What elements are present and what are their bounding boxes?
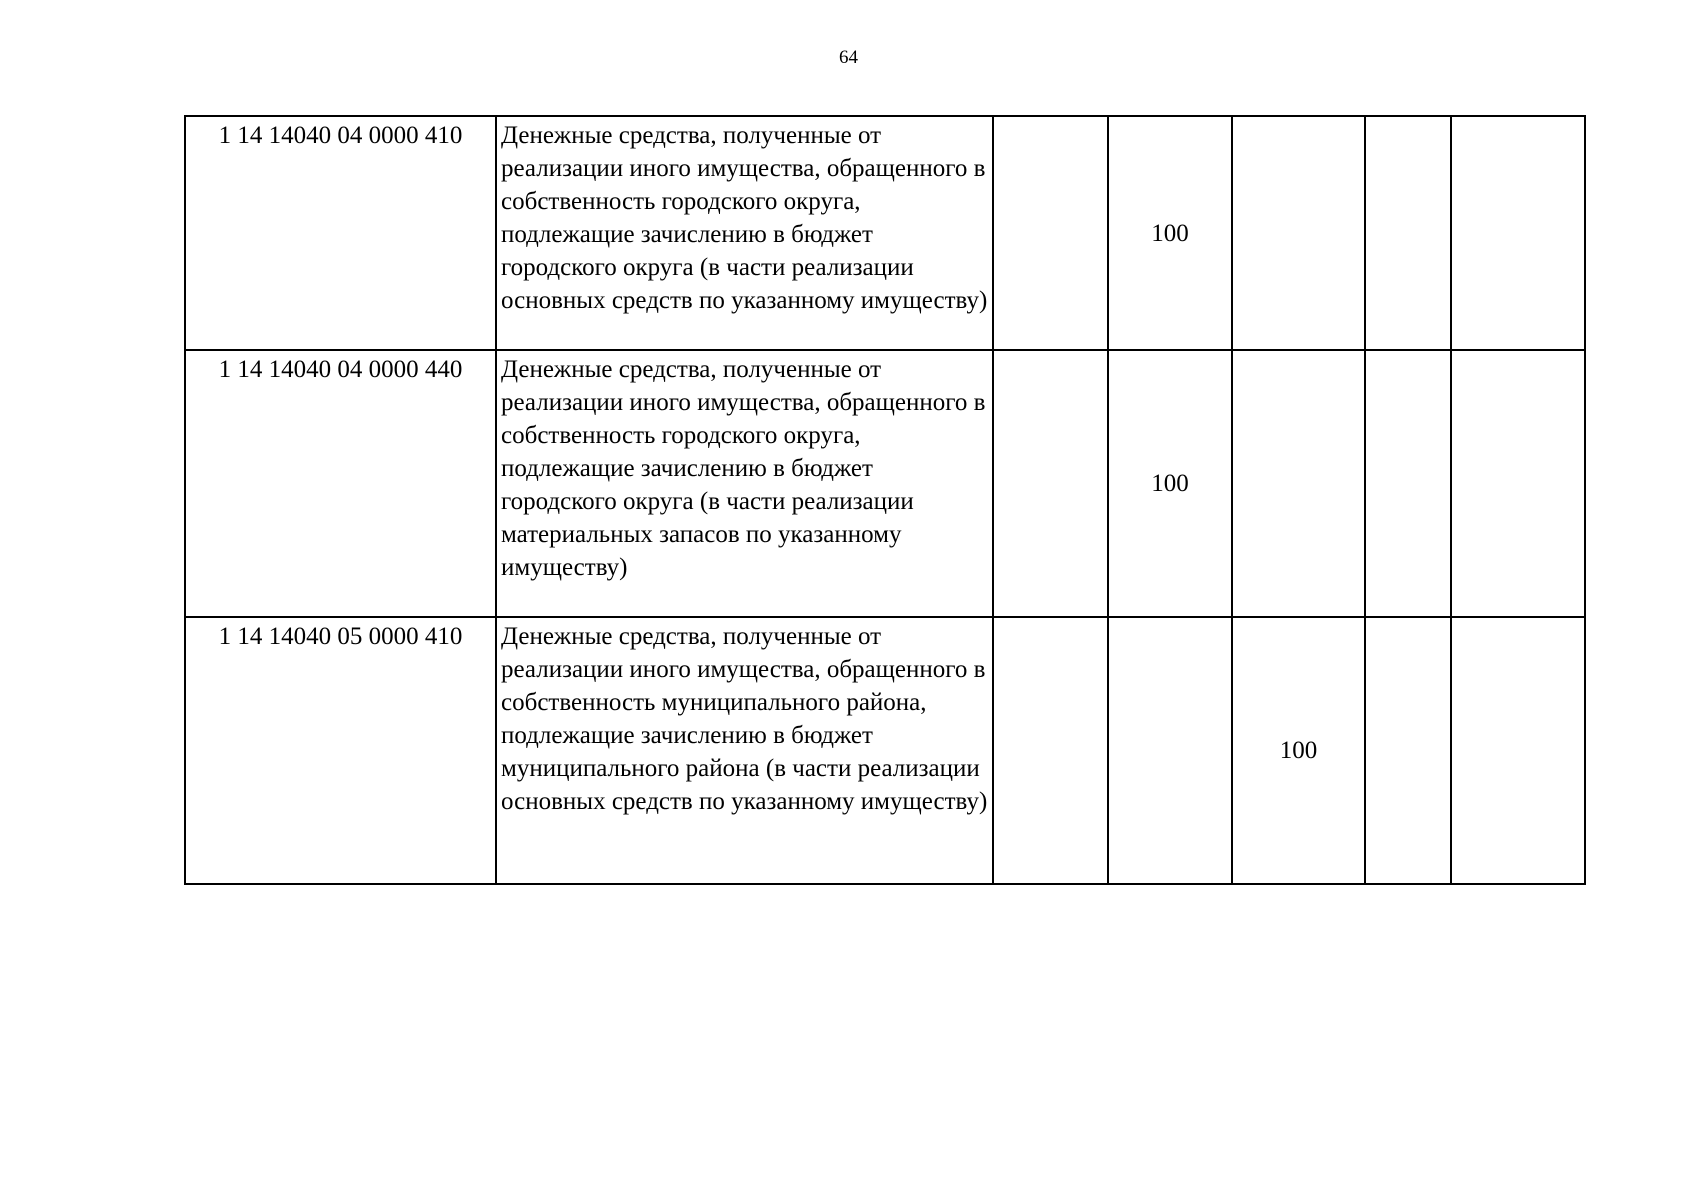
revenue-description-cell: Денежные средства, полученные от реализации иного имущества, обращенного в собственность городского округа, подлежащие зачислению в бюджет городского округа (в части реализации основных средств по указанному имуществу)	[496, 116, 993, 350]
page-number: 64	[839, 47, 858, 68]
value-cell	[1365, 350, 1451, 617]
value-cell: 100	[1108, 350, 1232, 617]
value-cell	[993, 617, 1108, 884]
value-cell	[1365, 116, 1451, 350]
value-cell	[1365, 617, 1451, 884]
value-cell	[1232, 350, 1365, 617]
value-cell	[993, 116, 1108, 350]
revenue-description-cell: Денежные средства, полученные от реализации иного имущества, обращенного в собственность городского округа, подлежащие зачислению в бюджет городского округа (в части реализации материальных запасов по указанному имуществу)	[496, 350, 993, 617]
value-cell	[1451, 617, 1585, 884]
value-cell: 100	[1232, 617, 1365, 884]
value-cell	[1451, 350, 1585, 617]
revenue-code-cell: 1 14 14040 04 0000 440	[185, 350, 496, 617]
value-cell	[1232, 116, 1365, 350]
revenue-distribution-table	[184, 115, 1586, 885]
value-cell: 100	[1108, 116, 1232, 350]
revenue-code-cell: 1 14 14040 05 0000 410	[185, 617, 496, 884]
table-row	[185, 350, 1585, 617]
value-cell	[993, 350, 1108, 617]
table-row	[185, 116, 1585, 350]
table-row	[185, 617, 1585, 884]
revenue-description-cell: Денежные средства, полученные от реализации иного имущества, обращенного в собственность муниципального района, подлежащие зачислению в бюджет муниципального района (в части реализации основных средств по указанному имуществу)	[496, 617, 993, 884]
revenue-code-cell: 1 14 14040 04 0000 410	[185, 116, 496, 350]
value-cell	[1451, 116, 1585, 350]
value-cell	[1108, 617, 1232, 884]
